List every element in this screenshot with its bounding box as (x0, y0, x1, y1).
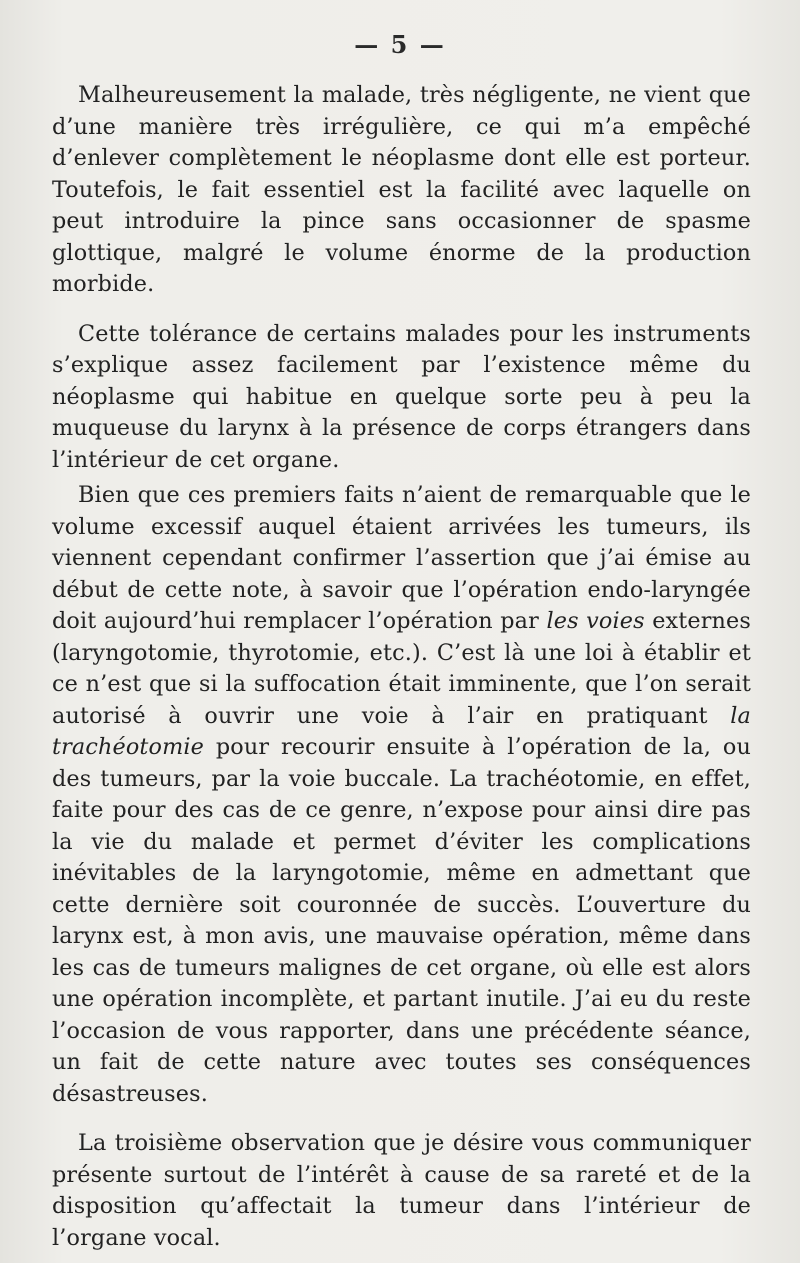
body-text (52, 80, 751, 1254)
page-number: — 5 — (354, 30, 446, 59)
paragraph-2: Cette tolérance de certains malades pour les instruments s’explique assez facilement par l’existence même du néoplasme qui habitue en quelque sorte peu à peu la muqueuse du larynx à la présence de corps étrangers dans l’intérieur de cet organe. (52, 320, 751, 473)
italic-les-voies: les voies (546, 608, 645, 634)
paragraph-3-part-3: pour recourir ensuite à l’opération de la, ou des tumeurs, par la voie buccale. La trachéotomie, en effet, faite pour des cas de ce genre, n’expose pour ainsi dire pas la vie du malade et permet d’éviter les complications inévitables de la laryngotomie, même en admettant que cette dernière soit couronnée de succès. L’ouverture du larynx est, à mon avis, une mauvaise opération, même dans les cas de tumeurs malignes de cet organe, où elle est alors une opération incomplète, et partant inutile. J’ai eu du reste l’occasion de vous rapporter, dans une précédente séance, un fait de cette nature avec toutes ses conséquences désastreuses. (52, 734, 751, 1107)
paragraph-3-part-2: externes (laryngotomie, thyrotomie, etc.). C’est là une loi à établir et ce n’est que si la suffocation était imminente, que l’on serait autorisé à ouvrir une voie à l’air en pratiquant (52, 608, 751, 729)
paragraph-3 (52, 480, 751, 1110)
paragraph-4: La troisième observation que je désire vous communiquer présente surtout de l’intérêt à cause de sa rareté et de la disposition qu’affectait la tumeur dans l’intérieur de l’organe vocal. (52, 1130, 751, 1251)
paragraph-3-part-1: Bien que ces premiers faits n’aient de remarquable que le volume excessif auquel étaient arrivées les tumeurs, ils viennent cependant confirmer l’assertion que j’ai émise au début de cette note, à savoir que l’opération endo-laryngée doit aujourd’hui remplacer l’opération par (52, 482, 751, 634)
paragraph-1: Malheureusement la malade, très négligente, ne vient que d’une manière très irrégulière, ce qui m’a empêché d’enlever complètement le néoplasme dont elle est porteur. Toutefois, le fait essentiel est la facilité avec laquelle on peut introduire la pince sans occasionner de spasme glottique, malgré le volume énorme de la production morbide. (52, 82, 751, 297)
italic-tracheotomie: la trachéotomie (52, 702, 751, 760)
